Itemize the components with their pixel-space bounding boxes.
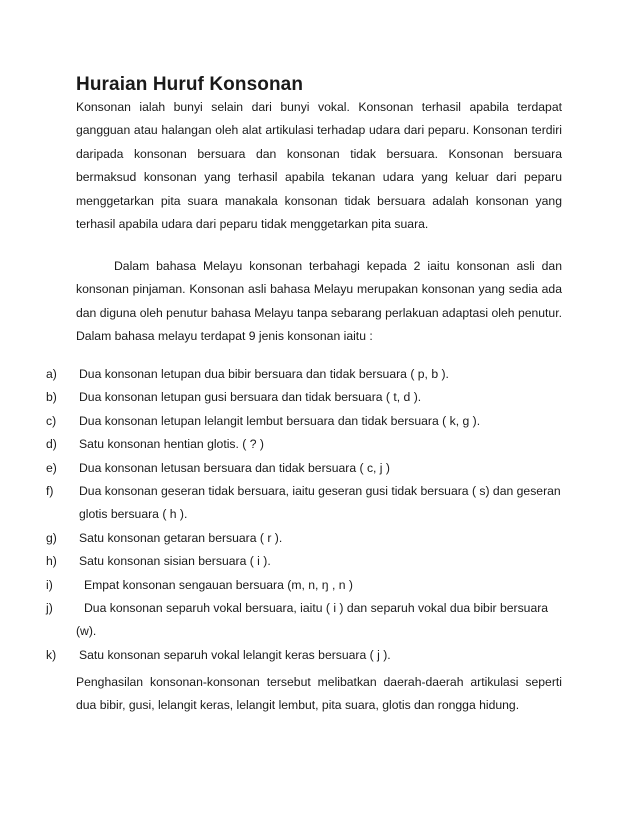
list-item [0, 574, 559, 597]
list-item [0, 527, 562, 550]
list-item [0, 433, 562, 456]
paragraph-articulation: Penghasilan konsonan-konsonan tersebut melibatkan daerah-daerah artikulasi seperti dua bibir, gusi, lelangit keras, lelangit lembut, pita suara, glotis dan rongga hidung. [76, 675, 562, 713]
list-item-text: Satu konsonan getaran bersuara ( r ). [79, 530, 283, 545]
list-item-text: Satu konsonan sisian bersuara ( i ). [79, 554, 271, 569]
document-title: Huraian Huruf Konsonan [76, 74, 304, 95]
list-marker: j) [46, 601, 53, 616]
list-item-text: Dua konsonan separuh vokal bersuara, iaitu ( i ) dan separuh vokal dua bibir bersuara (w). [76, 601, 549, 639]
list-item [0, 410, 562, 433]
list-marker: c) [46, 413, 57, 428]
list-item-text: Empat konsonan sengauan bersuara (m, n, ŋ , n ) [84, 577, 353, 592]
list-marker: k) [46, 647, 57, 662]
list-item-text: Dua konsonan letupan gusi bersuara dan tidak bersuara ( t, d ). [79, 390, 422, 405]
list-item [0, 550, 562, 573]
list-item-text: Dua konsonan letupan lelangit lembut bersuara dan tidak bersuara ( k, g ). [79, 413, 481, 428]
list-item-text: Dua konsonan letupan dua bibir bersuara dan tidak bersuara ( p, b ). [79, 367, 449, 381]
list-item [0, 644, 562, 667]
list-item-text: Dua konsonan letusan bersuara dan tidak bersuara ( c, j ) [79, 460, 390, 475]
list-item [0, 386, 562, 409]
list-marker: h) [46, 554, 57, 569]
paragraph-definition: Konsonan ialah bunyi selain dari bunyi vokal. Konsonan terhasil apabila terdapat gangguan atau halangan oleh alat artikulasi terhadap udara dari peparu. Konsonan terdiri daripada konsonan bersuara dan konsonan tidak bersuara. Konsonan bersuara bermaksud konsonan yang terhasil apabila tekanan udara yang keluar dari peparu menggetarkan pita suara manakala konsonan tidak bersuara adalah konsonan yang terhasil apabila udara dari peparu tidak menggetarkan pita suara. [76, 100, 562, 232]
list-item [0, 480, 562, 527]
list-item-text: Satu konsonan hentian glotis. ( ? ) [79, 437, 264, 452]
consonant-type-list [0, 363, 638, 667]
list-item [0, 597, 559, 644]
list-marker: d) [46, 437, 57, 452]
paragraph-classification: Dalam bahasa Melayu konsonan terbahagi kepada 2 iaitu konsonan asli dan konsonan pinjaman. Konsonan asli bahasa Melayu merupakan konsonan yang sedia ada dan diguna oleh penutur bahasa Melayu tanpa sebarang perlakuan adaptasi oleh penutur. Dalam bahasa melayu terdapat 9 jenis konsonan iaitu : [76, 259, 562, 344]
list-marker: e) [46, 460, 57, 475]
list-marker: i) [46, 577, 53, 592]
list-marker: g) [46, 530, 57, 545]
list-item-text: Dua konsonan geseran tidak bersuara, iaitu geseran gusi tidak bersuara ( s) dan geseran glotis bersuara ( h ). [79, 484, 561, 522]
list-marker: b) [46, 390, 57, 405]
list-item-text: Satu konsonan separuh vokal lelangit keras bersuara ( j ). [79, 647, 391, 662]
list-marker: a) [46, 367, 57, 381]
list-item [0, 363, 562, 386]
list-item [0, 457, 562, 480]
list-marker: f) [46, 484, 54, 499]
